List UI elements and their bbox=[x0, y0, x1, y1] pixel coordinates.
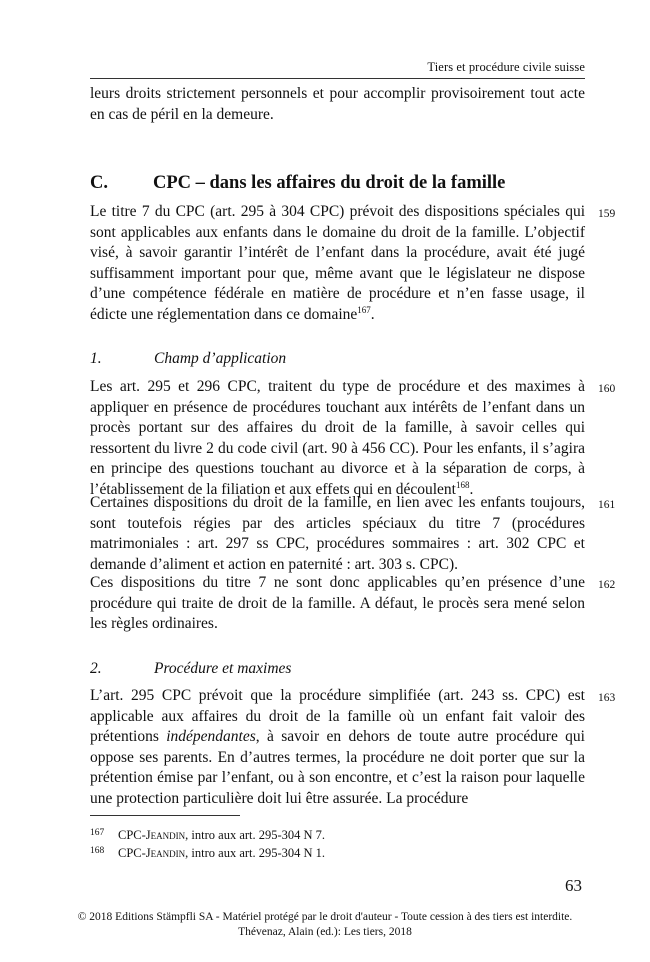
paragraph-162: Ces dispositions du titre 7 ne sont donc applicables qu’en présence d’une procédure qui traite de droit de la famille. A défaut, le procès sera mené selon les règles ordinaires. bbox=[90, 574, 585, 632]
margin-number: 162 bbox=[598, 579, 616, 591]
emphasis: indépendantes bbox=[166, 728, 256, 745]
copyright-notice bbox=[0, 910, 650, 940]
copyright-line: © 2018 Editions Stämpfli SA - Matériel protégé par le droit d'auteur - Toute cession à des tiers est interdite. bbox=[77, 911, 573, 923]
footnote-rule bbox=[90, 815, 240, 816]
footnote-ref[interactable]: 168 bbox=[456, 479, 470, 490]
subsection-heading-2 bbox=[90, 660, 291, 678]
paragraph-tail: . bbox=[370, 305, 375, 323]
margin-number: 161 bbox=[598, 499, 616, 511]
section-heading bbox=[90, 173, 505, 194]
subsection-heading-1 bbox=[90, 350, 286, 368]
footnote-number: 168 bbox=[90, 846, 105, 856]
footnote-author: CPC-Jeandin bbox=[118, 828, 186, 842]
paragraph-text: L’art. 295 CPC prévoit que la procédure simplifiée (art. 243 ss. CPC) est applicable aux affaires du droit de la famille où un enfant fait valoir des prétentions bbox=[90, 687, 585, 745]
paragraph-tail: . bbox=[469, 480, 474, 498]
citation-line: Thévenaz, Alain (ed.): Les tiers, 2018 bbox=[238, 926, 412, 938]
subsection-number: 1. bbox=[90, 350, 102, 367]
paragraph-text: , à savoir en dehors de toute autre procédure qui oppose ses parents. En d’autres termes, la procédure ne doit porter que sur la prétention émise par l’enfant, ou à son encontre, et c’est la raison pour laquelle une protection particulière doit lui être assurée. La procédure bbox=[90, 728, 585, 807]
footnote bbox=[90, 828, 325, 843]
footnote-ref[interactable]: 167 bbox=[357, 304, 371, 315]
paragraph-text: Les art. 295 et 296 CPC, traitent du type de procédure et des maximes à appliquer en présence de procédures touchant aux intérêts de l’enfant dans un procès portant sur des affaires du droit de la famille, à savoir celles qui ressortent du livre 2 du code civil (art. 90 à 456 CC). Pour les enfants, il s’agira en principe des questions touchant au divorce et à la séparation de corps, à l’établissement de la filiation et aux effets qui en découlent bbox=[90, 378, 585, 498]
subsection-title: Champ d’application bbox=[154, 350, 287, 367]
margin-number: 163 bbox=[598, 692, 616, 704]
paragraph-text: Le titre 7 du CPC (art. 295 à 304 CPC) prévoit des dispositions spéciales qui sont applicables aux enfants dans le domaine du droit de la famille. L’objectif visé, à savoir garantir l’intérêt de l’enfant dans la procédure, avait été jugé suffisamment important pour que, même avant que le législateur ne dispose d’une compétence fédérale en matière de procédure et n’en fasse usage, il édicte une réglementation dans ce domaine bbox=[90, 203, 585, 323]
section-letter: C. bbox=[90, 173, 108, 193]
paragraph-160 bbox=[90, 377, 585, 500]
paragraph-159 bbox=[90, 202, 585, 325]
running-title: Tiers et procédure civile suisse bbox=[427, 60, 585, 74]
margin-number: 159 bbox=[598, 208, 616, 220]
footnote-text: , intro aux art. 295-304 N 1. bbox=[185, 846, 326, 860]
paragraph-163 bbox=[90, 686, 585, 809]
footnote bbox=[90, 846, 325, 861]
footnote-text: , intro aux art. 295-304 N 7. bbox=[185, 828, 326, 842]
paragraph-161: Certaines dispositions du droit de la famille, en lien avec les enfants toujours, sont toutefois régies par des articles spéciaux du titre 7 (procédures matrimoniales : art. 297 ss CPC, procédures sommaires : art. 302 CPC et demande d’aliment et action en paternité : art. 303 s. CPC). bbox=[90, 494, 585, 573]
margin-number: 160 bbox=[598, 383, 616, 395]
footnote-number: 167 bbox=[90, 828, 105, 838]
subsection-title: Procédure et maximes bbox=[154, 660, 292, 677]
header-rule bbox=[90, 78, 585, 79]
subsection-number: 2. bbox=[90, 660, 102, 677]
section-title: CPC – dans les affaires du droit de la famille bbox=[153, 173, 506, 193]
footnote-author: CPC-Jeandin bbox=[118, 846, 186, 860]
intro-paragraph: leurs droits strictement personnels et pour accomplir provisoirement tout acte en cas de péril en la demeure. bbox=[90, 85, 585, 123]
page-number: 63 bbox=[565, 876, 582, 895]
